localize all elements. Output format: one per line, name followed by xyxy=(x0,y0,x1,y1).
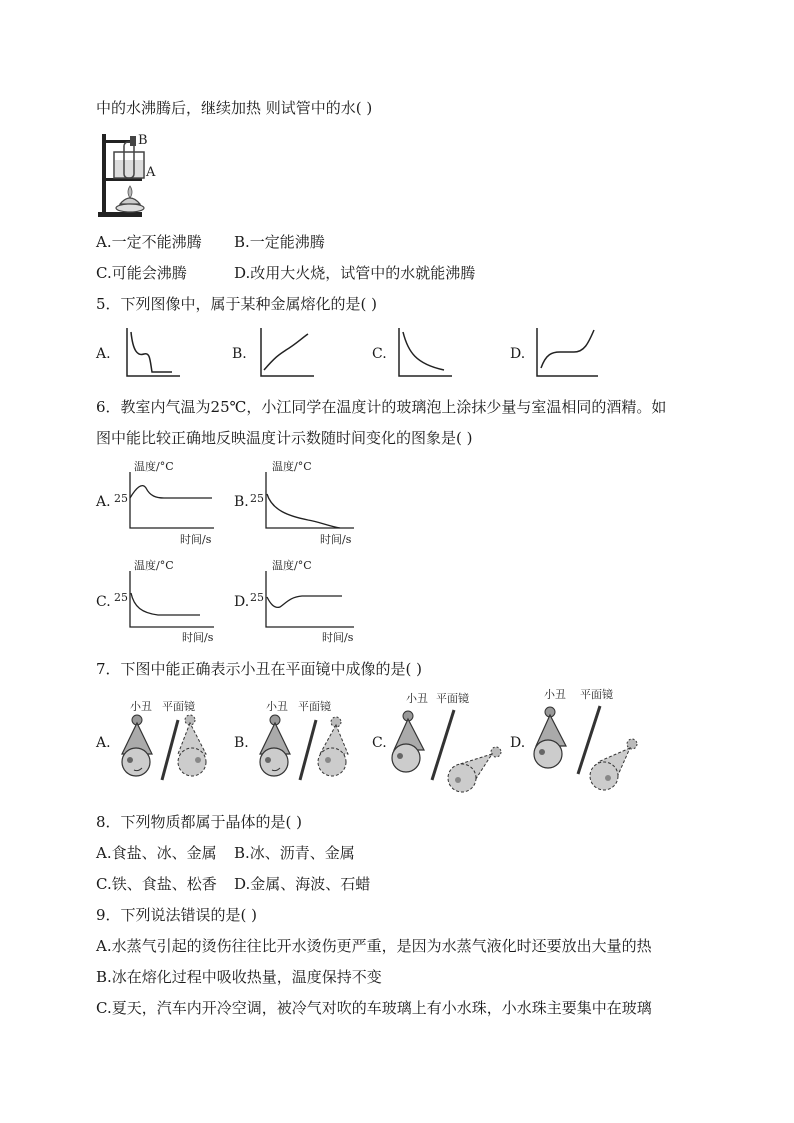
q6-stem-line2: 图中能比较正确地反映温度计示数随时间变化的图象是( ) xyxy=(96,429,473,447)
q9-option-c: C.夏天，汽车内开冷空调，被冷气对吹的车玻璃上有小水珠，小水珠主要集中在玻璃 xyxy=(96,999,652,1017)
q5-option-d-letter: D. xyxy=(510,346,526,362)
q7-figure-a xyxy=(106,696,228,786)
q6-graph-a xyxy=(112,458,222,548)
q7-figure-b xyxy=(244,696,366,786)
label-a: A xyxy=(146,165,156,180)
q5-option-c-letter: C. xyxy=(372,346,387,362)
q8-option-c: C.铁、食盐、松香 xyxy=(96,875,217,893)
mirror-label: 平面镜 xyxy=(162,700,195,713)
tick-25: 25 xyxy=(114,591,128,604)
x-axis-label: 时间/s xyxy=(180,533,212,546)
q4-option-b: B.一定能沸腾 xyxy=(234,233,325,251)
q9-option-b: B.冰在熔化过程中吸收热量，温度保持不变 xyxy=(96,968,382,986)
q6-graph-d xyxy=(248,557,360,647)
label-b: B xyxy=(138,133,148,148)
q5-option-a-letter: A. xyxy=(96,346,111,362)
q9-option-a: A.水蒸气引起的烫伤往往比开水烫伤更严重，是因为水蒸气液化时还要放出大量的热 xyxy=(96,937,652,955)
x-axis-label: 时间/s xyxy=(182,631,214,644)
tick-25: 25 xyxy=(250,492,264,505)
q7-option-a-letter: A. xyxy=(96,735,111,751)
q6-option-b-letter: B. xyxy=(234,494,249,510)
q9-stem: 9．下列说法错误的是( ) xyxy=(96,906,258,924)
heating-apparatus-figure xyxy=(96,128,166,220)
q7-option-b-letter: B. xyxy=(234,735,249,751)
x-axis-label: 时间/s xyxy=(322,631,354,644)
y-axis-label: 温度/°C xyxy=(134,460,174,473)
x-axis-label: 时间/s xyxy=(320,533,352,546)
y-axis-label: 温度/°C xyxy=(134,559,174,572)
q5-stem: 5．下列图像中，属于某种金属熔化的是( ) xyxy=(96,295,378,313)
q6-graph-b xyxy=(248,458,360,548)
q6-graph-c xyxy=(112,557,222,647)
tick-25: 25 xyxy=(250,591,264,604)
q5-graph-c xyxy=(394,326,456,382)
q5-graph-d xyxy=(532,326,604,382)
q7-figure-c xyxy=(384,686,514,796)
q6-stem-line1: 6．教室内气温为25℃，小江同学在温度计的玻璃泡上涂抹少量与室温相同的酒精。如 xyxy=(96,398,667,416)
q4-option-a: A.一定不能沸腾 xyxy=(96,233,202,251)
q7-figure-d xyxy=(524,682,654,794)
q6-option-d-letter: D. xyxy=(234,594,250,610)
q8-stem: 8．下列物质都属于晶体的是( ) xyxy=(96,813,303,831)
y-axis-label: 温度/°C xyxy=(272,460,312,473)
clown-label: 小丑 xyxy=(130,700,152,713)
q5-option-b-letter: B. xyxy=(232,346,247,362)
clown-label: 小丑 xyxy=(266,700,288,713)
tick-25: 25 xyxy=(114,492,128,505)
mirror-label: 平面镜 xyxy=(580,688,613,701)
mirror-label: 平面镜 xyxy=(436,692,469,705)
q7-option-c-letter: C. xyxy=(372,735,387,751)
q8-option-b: B.冰、沥青、金属 xyxy=(234,844,355,862)
q7-stem: 7．下图中能正确表示小丑在平面镜中成像的是( ) xyxy=(96,660,423,678)
q8-option-a: A.食盐、冰、金属 xyxy=(96,844,217,862)
q6-option-a-letter: A. xyxy=(96,494,111,510)
clown-label: 小丑 xyxy=(406,692,428,705)
q4-option-c: C.可能会沸腾 xyxy=(96,264,187,282)
q5-graph-a xyxy=(122,326,184,382)
q4-option-d: D.改用大火烧，试管中的水就能沸腾 xyxy=(234,264,476,282)
q5-graph-b xyxy=(256,326,318,382)
q6-option-c-letter: C. xyxy=(96,594,111,610)
clown-label: 小丑 xyxy=(544,688,566,701)
q4-stem-tail: 中的水沸腾后，继续加热 则试管中的水( ) xyxy=(96,99,373,117)
q7-option-d-letter: D. xyxy=(510,735,526,751)
y-axis-label: 温度/°C xyxy=(272,559,312,572)
q8-option-d: D.金属、海波、石蜡 xyxy=(234,875,371,893)
mirror-label: 平面镜 xyxy=(298,700,331,713)
